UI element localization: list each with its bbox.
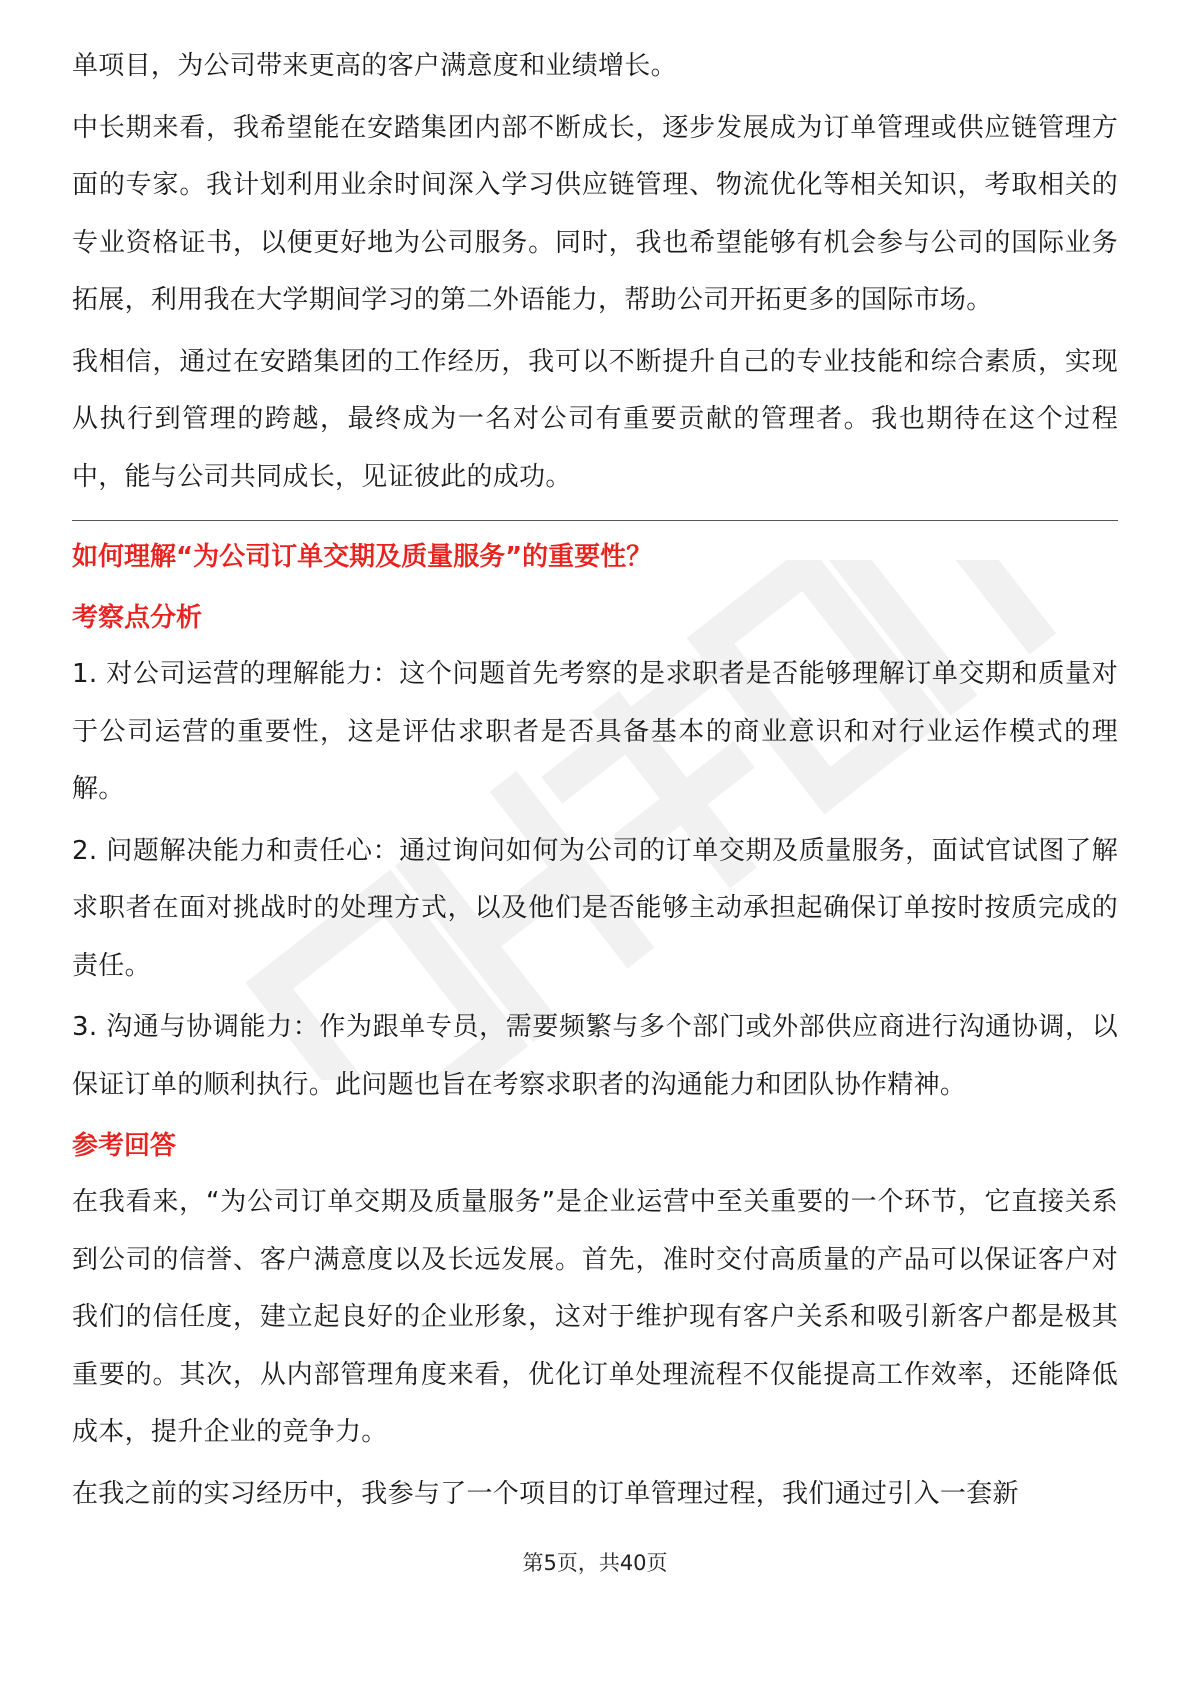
intro-paragraph-1: 单项目，为公司带来更高的客户满意度和业绩增长。 [72, 51, 677, 81]
section-divider [72, 520, 1118, 521]
analysis-item-2: 2. 问题解决能力和责任心：通过询问如何为公司的订单交期及质量服务，面试官试图了解求职者在面对挑战时的处理方式，以及他们是否能够主动承担起确保订单按时按质完成的责任。 [72, 835, 1118, 981]
analysis-heading: 考察点分析 [72, 603, 203, 633]
page-number: 第5页，共40页 [522, 1551, 668, 1575]
intro-paragraph-2: 中长期来看，我希望能在安踏集团内部不断成长，逐步发展成为订单管理或供应链管理方面的专家。我计划利用业余时间深入学习供应链管理、物流优化等相关知识，考取相关的专业资格证书，以便更好地为公司服务。同时，我也希望能够有机会参与公司的国际业务拓展，利用我在大学期间学习的第二外语能力，帮助公司开拓更多的国际市场。 [72, 112, 1118, 315]
analysis-item-1: 1. 对公司运营的理解能力：这个问题首先考察的是求职者是否能够理解订单交期和质量对于公司运营的重要性，这是评估求职者是否具备基本的商业意识和对行业运作模式的理解。 [72, 659, 1118, 804]
answer-paragraph-1: 在我看来，“为公司订单交期及质量服务”是企业运营中至关重要的一个环节，它直接关系到公司的信誉、客户满意度以及长远发展。首先，准时交付高质量的产品可以保证客户对我们的信任度，建立起良好的企业形象，这对于维护现有客户关系和吸引新客户都是极其重要的。其次，从内部管理角度来看，优化订单处理流程不仅能提高工作效率，还能降低成本，提升企业的竞争力。 [72, 1187, 1118, 1447]
intro-paragraph-3: 我相信，通过在安踏集团的工作经历，我可以不断提升自己的专业技能和综合素质，实现从执行到管理的跨越，最终成为一名对公司有重要贡献的管理者。我也期待在这个过程中，能与公司共同成长，见证彼此的成功。 [72, 346, 1118, 492]
analysis-item-3: 3. 沟通与协调能力：作为跟单专员，需要频繁与多个部门或外部供应商进行沟通协调，以保证订单的顺利执行。此问题也旨在考察求职者的沟通能力和团队协作精神。 [72, 1012, 1118, 1100]
answer-paragraph-2: 在我之前的实习经历中，我参与了一个项目的订单管理过程，我们通过引入一套新 [72, 1478, 1019, 1509]
answer-heading: 参考回答 [72, 1131, 177, 1161]
page-content [72, 38, 1118, 1527]
question-title: 如何理解“为公司订单交期及质量服务”的重要性？ [72, 542, 653, 572]
